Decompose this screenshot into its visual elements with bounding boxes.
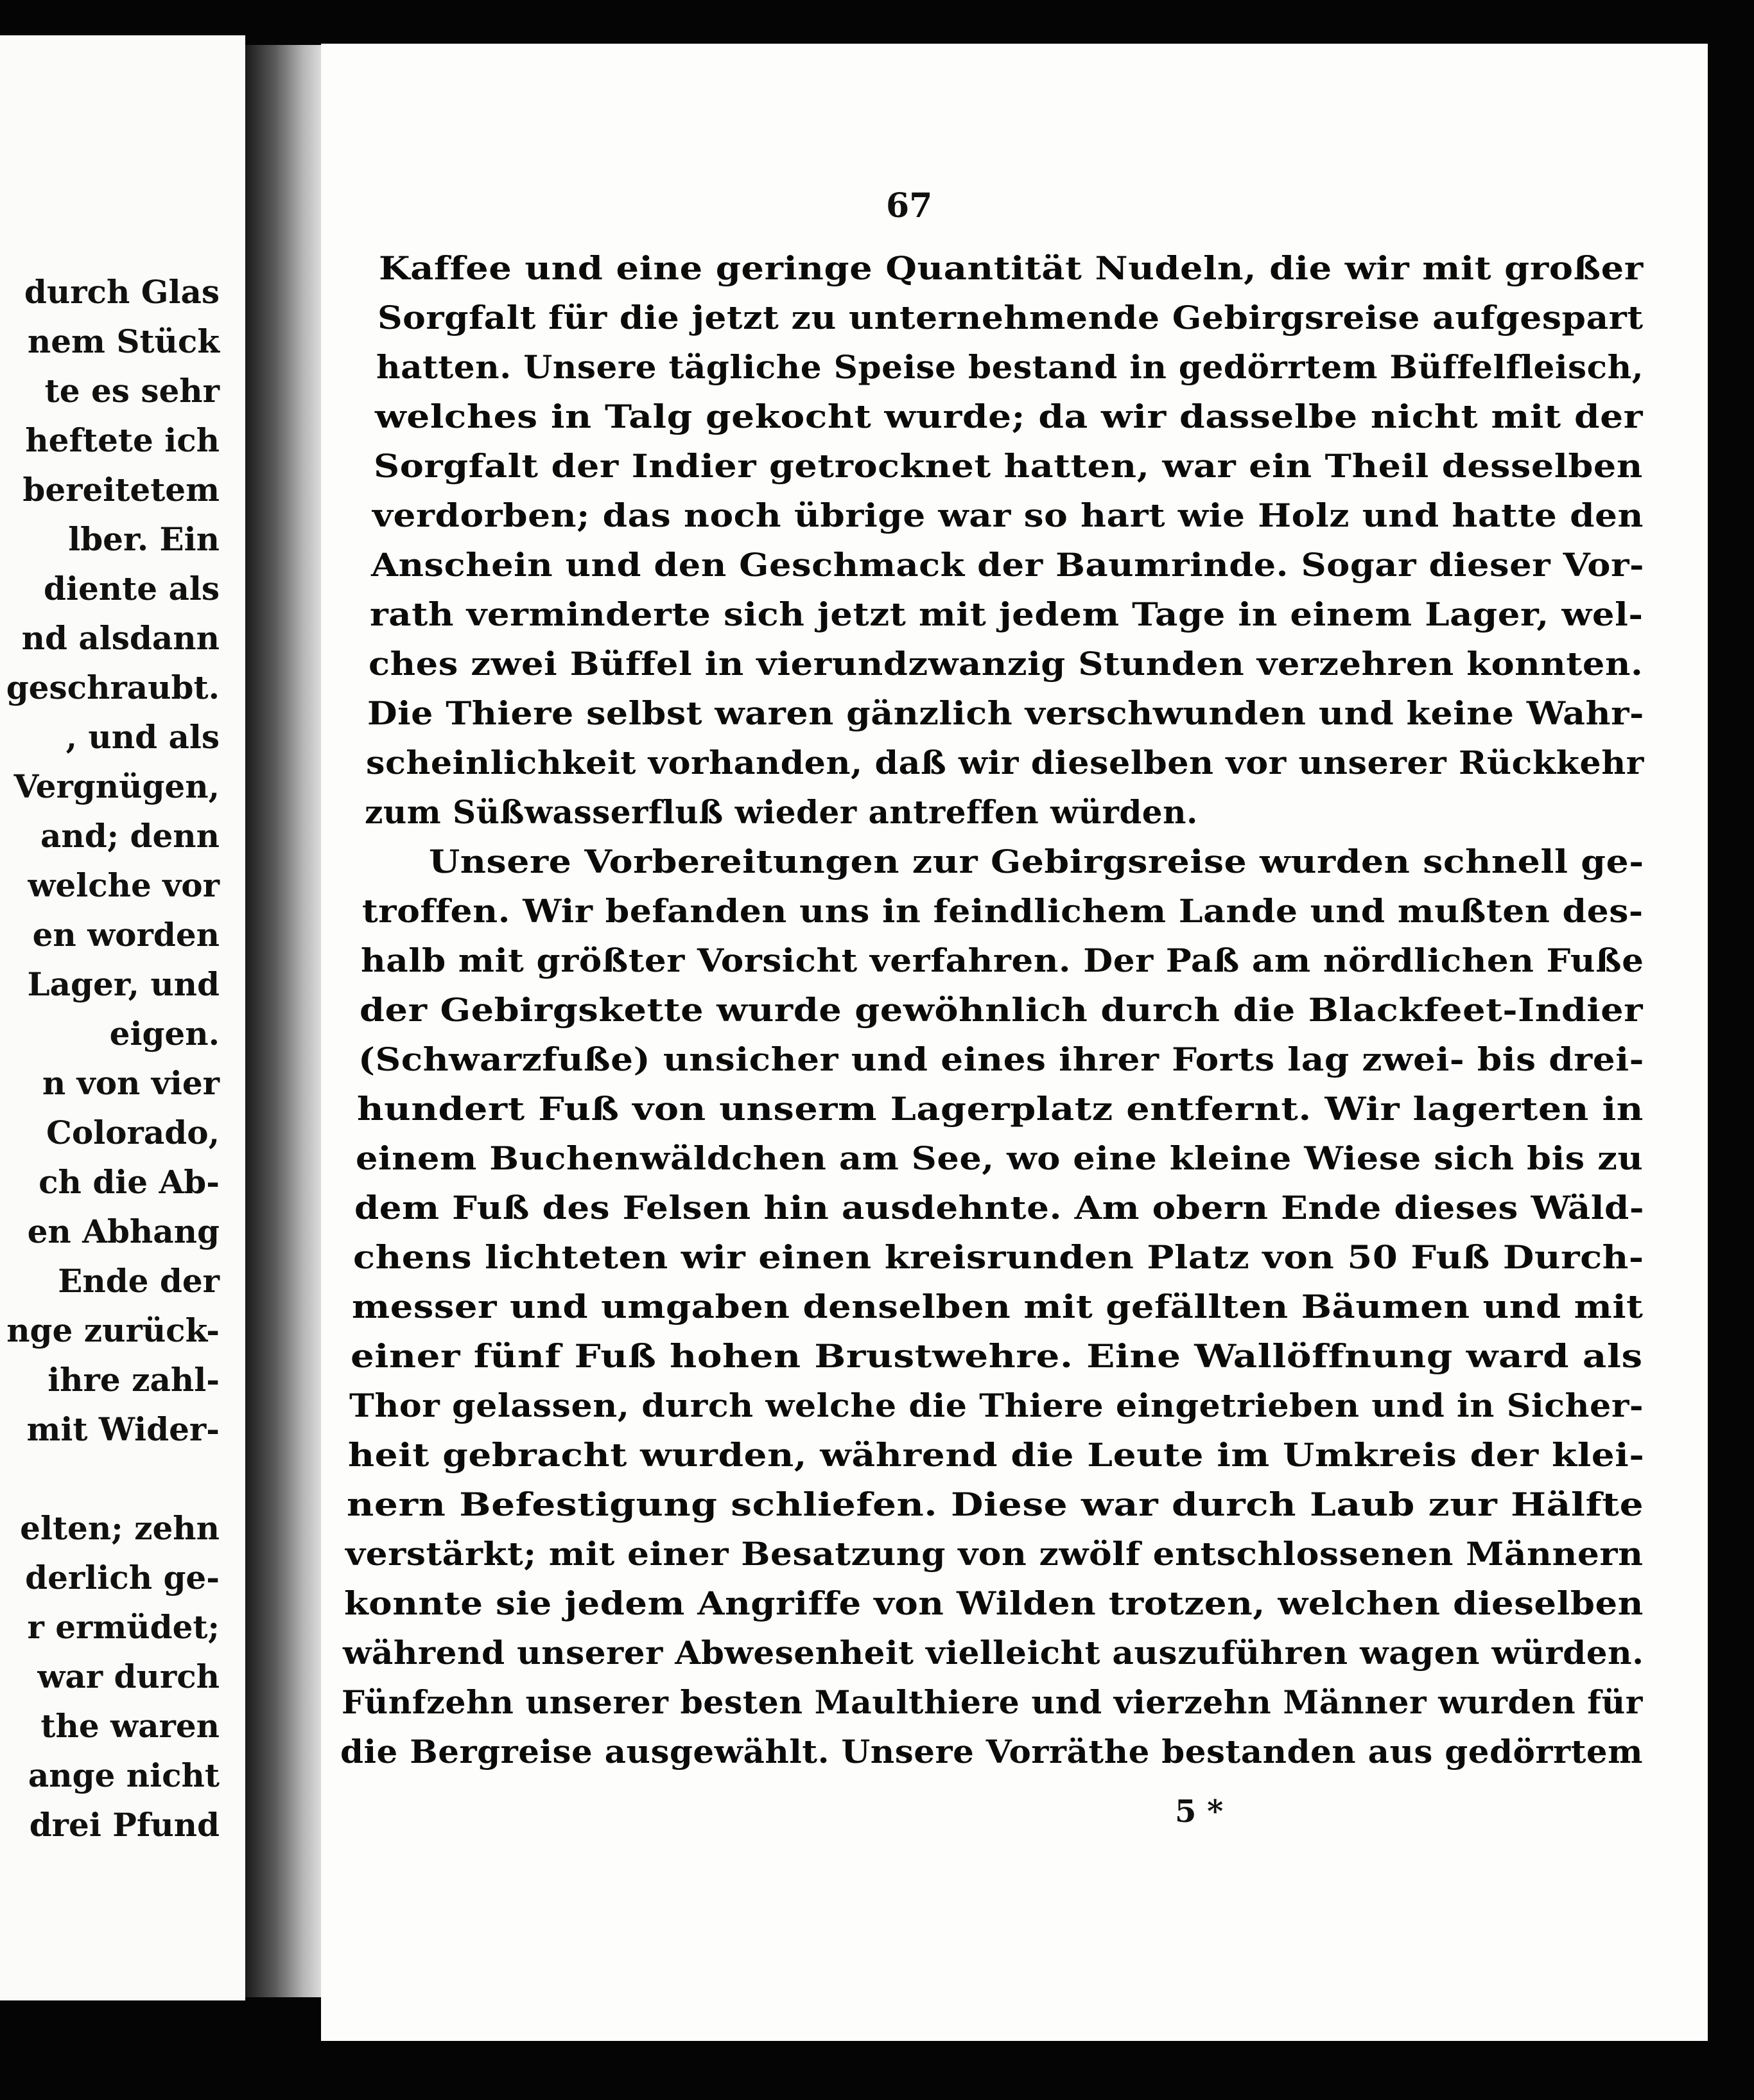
left-line: ange nicht — [28, 1756, 220, 1794]
left-line: ch die Ab- — [39, 1163, 220, 1201]
text-line: messer und umgaben denselben mit gefällten Bäumen und mit — [352, 1288, 1644, 1326]
text-line: troffen. Wir befanden uns in feindlichem Lande und mußten des- — [362, 892, 1644, 930]
left-line: and; denn — [40, 817, 220, 855]
text-line: nern Befestigung schliefen. Diese war durch Laub zur Hälfte — [347, 1485, 1644, 1523]
left-line: war durch — [37, 1658, 220, 1695]
gutter-shadow — [245, 45, 329, 1997]
left-line: bereitetem — [22, 471, 220, 509]
text-line: Fünfzehn unserer besten Maulthiere und vierzehn Männer wurden für — [342, 1683, 1643, 1721]
text-line: während unserer Abwesenheit vielleicht auszuführen wagen würden. — [343, 1634, 1644, 1672]
left-line: Colorado, — [46, 1114, 220, 1151]
left-line: heftete ich — [25, 421, 220, 459]
left-line: nem Stück — [27, 322, 220, 360]
text-line: einem Buchenwäldchen am See, wo eine kleine Wiese sich bis zu — [356, 1139, 1644, 1177]
text-line: welches in Talg gekocht wurde; da wir dasselbe nicht mit der — [375, 398, 1644, 435]
page-number: 67 — [886, 186, 933, 225]
text-line: der Gebirgskette wurde gewöhnlich durch die Blackfeet-Indier — [360, 991, 1644, 1029]
text-line: einer fünf Fuß hohen Brustwehre. Eine Wallöffnung ward als — [351, 1337, 1643, 1375]
text-line: Die Thiere selbst waren gänzlich verschwunden und keine Wahr- — [367, 694, 1644, 732]
text-line: dem Fuß des Felsen hin ausdehnte. Am obern Ende dieses Wäld- — [354, 1189, 1645, 1227]
right-page — [321, 44, 1708, 2041]
left-line: drei Pfund — [29, 1806, 220, 1844]
text-line: halb mit größter Vorsicht verfahren. Der Paß am nördlichen Fuße — [361, 941, 1644, 979]
left-line: the waren — [40, 1707, 220, 1745]
text-line: verstärkt; mit einer Besatzung von zwölf entschlossenen Männern — [345, 1535, 1644, 1573]
text-line: Sorgfalt für die jetzt zu unternehmende Gebirgsreise aufgespart — [378, 299, 1644, 337]
left-line: derlich ge- — [25, 1559, 220, 1597]
text-line: rath verminderte sich jetzt mit jedem Tage in einem Lager, wel- — [370, 595, 1644, 633]
text-line: (Schwarzfuße) unsicher und eines ihrer Forts lag zwei- bis drei- — [358, 1040, 1644, 1078]
left-line: eigen. — [109, 1015, 220, 1053]
left-line: Lager, und — [27, 965, 220, 1003]
left-line: lber. Ein — [68, 520, 220, 558]
text-line: heit gebracht wurden, während die Leute im Umkreis der klei- — [348, 1436, 1645, 1474]
text-line: hundert Fuß von unserm Lagerplatz entfernt. Wir lagerten in — [357, 1090, 1644, 1128]
text-line: Kaffee und eine geringe Quantität Nudeln, die wir mit großer — [379, 249, 1644, 287]
text-line: zum Süßwasserfluß wieder antreffen würden. — [365, 793, 1198, 831]
text-line: verdorben; das noch übrige war so hart wie Holz und hatte den — [372, 496, 1644, 534]
left-line: mit Wider- — [26, 1410, 220, 1448]
text-line: ches zwei Büffel in vierundzwanzig Stunden verzehren konnten. — [369, 645, 1644, 683]
left-line: r ermüdet; — [27, 1608, 220, 1646]
left-line: welche vor — [28, 866, 220, 904]
text-line: konnte sie jedem Angriffe von Wilden trotzen, welchen dieselben — [344, 1584, 1644, 1622]
text-line: scheinlichkeit vorhanden, daß wir dieselben vor unserer Rückkehr — [366, 744, 1644, 782]
left-line: geschraubt. — [6, 669, 220, 706]
left-line: en Abhang — [27, 1212, 220, 1250]
signature-mark: 5 * — [1175, 1794, 1224, 1830]
left-line: Vergnügen, — [13, 767, 220, 805]
text-line: chens lichteten wir einen kreisrunden Platz von 50 Fuß Durch- — [353, 1238, 1644, 1276]
left-line: te es sehr — [44, 372, 220, 410]
left-page-fragment — [0, 35, 245, 2000]
left-line: nge zurück- — [6, 1311, 220, 1349]
text-line: Thor gelassen, durch welche die Thiere eingetrieben und in Sicher- — [349, 1387, 1644, 1424]
left-line: , und als — [65, 718, 220, 756]
text-line: Unsere Vorbereitungen zur Gebirgsreise wurden schnell ge- — [429, 843, 1644, 880]
left-line: nd alsdann — [21, 619, 220, 657]
text-line: Anschein und den Geschmack der Baumrinde. Sogar dieser Vor- — [371, 546, 1645, 584]
left-line: Ende der — [58, 1262, 220, 1300]
left-line: diente als — [44, 570, 220, 608]
left-line: en worden — [32, 916, 220, 954]
text-line: Sorgfalt der Indier getrocknet hatten, war ein Theil desselben — [374, 447, 1643, 485]
left-line: ihre zahl- — [48, 1361, 220, 1399]
left-line: elten; zehn — [20, 1509, 220, 1547]
text-line: hatten. Unsere tägliche Speise bestand in gedörrtem Büffelfleisch, — [376, 348, 1644, 386]
text-line: die Bergreise ausgewählt. Unsere Vorräthe bestanden aus gedörrtem — [340, 1733, 1644, 1771]
left-line: durch Glas — [24, 273, 220, 311]
left-line: n von vier — [42, 1064, 220, 1102]
